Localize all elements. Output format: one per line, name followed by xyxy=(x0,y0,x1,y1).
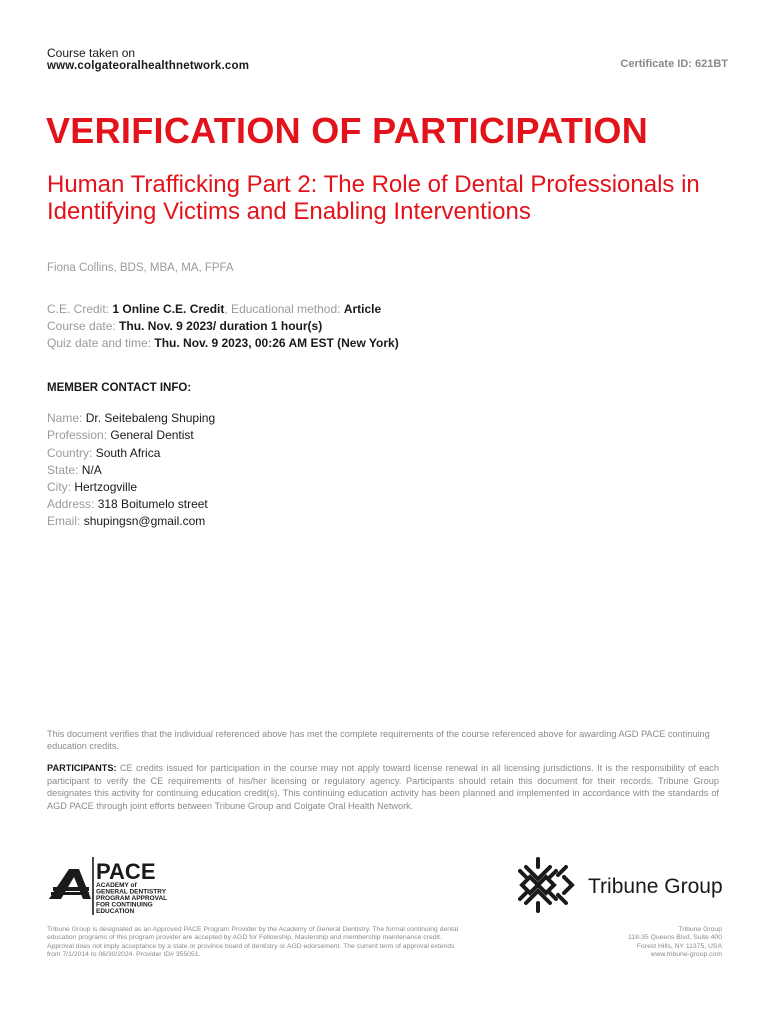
quiz-date-label: Quiz date and time: xyxy=(47,336,155,350)
member-row-label: City: xyxy=(47,480,75,494)
member-row-value: South Africa xyxy=(95,446,161,460)
course-taken-label: Course taken on xyxy=(47,46,136,60)
participants-label: PARTICIPANTS: xyxy=(47,763,117,773)
footer-address-line: 118-35 Queens Blvd, Suite 400 xyxy=(628,934,722,942)
member-row-value: Dr. Seitebaleng Shuping xyxy=(85,411,216,425)
member-row-city xyxy=(47,480,137,494)
pace-title: PACE xyxy=(96,859,156,884)
pace-line: ACADEMY of xyxy=(96,882,137,889)
course-title: Human Trafficking Part 2: The Role of Dental Professionals in Identifying Victims and Enabling Interventions xyxy=(47,171,700,225)
pace-logo xyxy=(47,855,177,917)
tribune-name: Tribune Group xyxy=(588,875,723,898)
member-row-address xyxy=(47,497,208,511)
pace-line: FOR CONTINUING xyxy=(96,901,153,909)
member-row-profession xyxy=(47,428,194,442)
member-row-email xyxy=(47,514,205,528)
ce-credit-label: C.E. Credit: xyxy=(47,302,113,316)
quiz-date-value: Thu. Nov. 9 2023, 00:26 AM EST (New York) xyxy=(154,336,399,350)
pace-line: PROGRAM APPROVAL xyxy=(96,895,168,902)
method-label: , Educational method: xyxy=(224,302,344,316)
member-row-label: Address: xyxy=(47,497,98,511)
member-row-label: Email: xyxy=(47,514,84,528)
participants-text: CE credits issued for participation in the course may not apply toward license renewal in all licensing jurisdictions. It is the responsibility of each participant to verify the CE requirements of his/her licensing or regulatory agency. Participants should retain this document for their records. Tribune Group designates this activity for continuing education credit(s). This continuing education activity has been planned and implemented in accordance with the standards of AGD PACE through joint efforts between Tribune Group and Colgate Oral Health Network. xyxy=(47,763,719,811)
course-date-line xyxy=(47,319,322,333)
member-row-value: Hertzogville xyxy=(74,480,138,494)
member-row-label: Country: xyxy=(47,446,96,460)
member-row-value: General Dentist xyxy=(110,428,194,442)
footer-address xyxy=(522,926,722,960)
course-date-label: Course date: xyxy=(47,319,120,333)
member-contact-heading: MEMBER CONTACT INFO: xyxy=(47,382,192,394)
member-row-label: Profession: xyxy=(47,428,111,442)
pace-line: GENERAL DENTISTRY xyxy=(96,888,167,896)
course-author: Fiona Collins, BDS, MBA, MA, FPFA xyxy=(47,262,234,274)
footer-address-line: Forest Hills, NY 11375, USA xyxy=(636,942,722,950)
ce-credit-value: 1 Online C.E. Credit xyxy=(112,302,225,316)
course-date-value: Thu. Nov. 9 2023/ duration 1 hour(s) xyxy=(119,319,323,333)
certificate-id: Certificate ID: 621BT xyxy=(620,58,728,70)
member-row-value: shupingsn@gmail.com xyxy=(83,514,206,528)
footer-provider-statement: Tribune Group is designated as an Approved PACE Program Provider by the Academy of General Dentistry. The formal continuing dental education programs of this program provider are accepted by AGD for Fellowship, Mastership and membership maintenance credit. Approval does not imply acceptance by a state or province board of dentistry or AGD edorsement. The current term of approval extends from 7/1/2014 to 06/30/2024. Provider ID# 355051. xyxy=(47,926,459,959)
member-row-value: N/A xyxy=(81,463,102,477)
page-title: VERIFICATION OF PARTICIPATION xyxy=(46,110,649,151)
member-row-name xyxy=(47,411,215,425)
quiz-date-line xyxy=(47,336,399,350)
member-row-label: Name: xyxy=(47,411,86,425)
member-row-country xyxy=(47,446,160,460)
agd-triangle-icon xyxy=(49,869,91,899)
pace-line: EDUCATION xyxy=(96,908,135,915)
course-url: www.colgateoralhealthnetwork.com xyxy=(47,60,250,72)
ce-credit-line xyxy=(47,302,381,316)
member-row-value: 318 Boitumelo street xyxy=(97,497,208,511)
footer-address-line: www.tribune-group.com xyxy=(650,951,722,959)
tribune-group-logo xyxy=(518,857,728,913)
method-value: Article xyxy=(343,302,382,316)
member-row-state xyxy=(47,463,102,477)
footer-address-line: Tribune Group xyxy=(678,926,722,933)
member-row-label: State: xyxy=(47,463,82,477)
tribune-knot-icon xyxy=(520,859,572,911)
verification-statement: This document verifies that the individual referenced above has met the complete requirements of the course referenced above for awarding AGD PACE continuing education credits. xyxy=(47,729,710,751)
participants-notice xyxy=(47,762,719,812)
